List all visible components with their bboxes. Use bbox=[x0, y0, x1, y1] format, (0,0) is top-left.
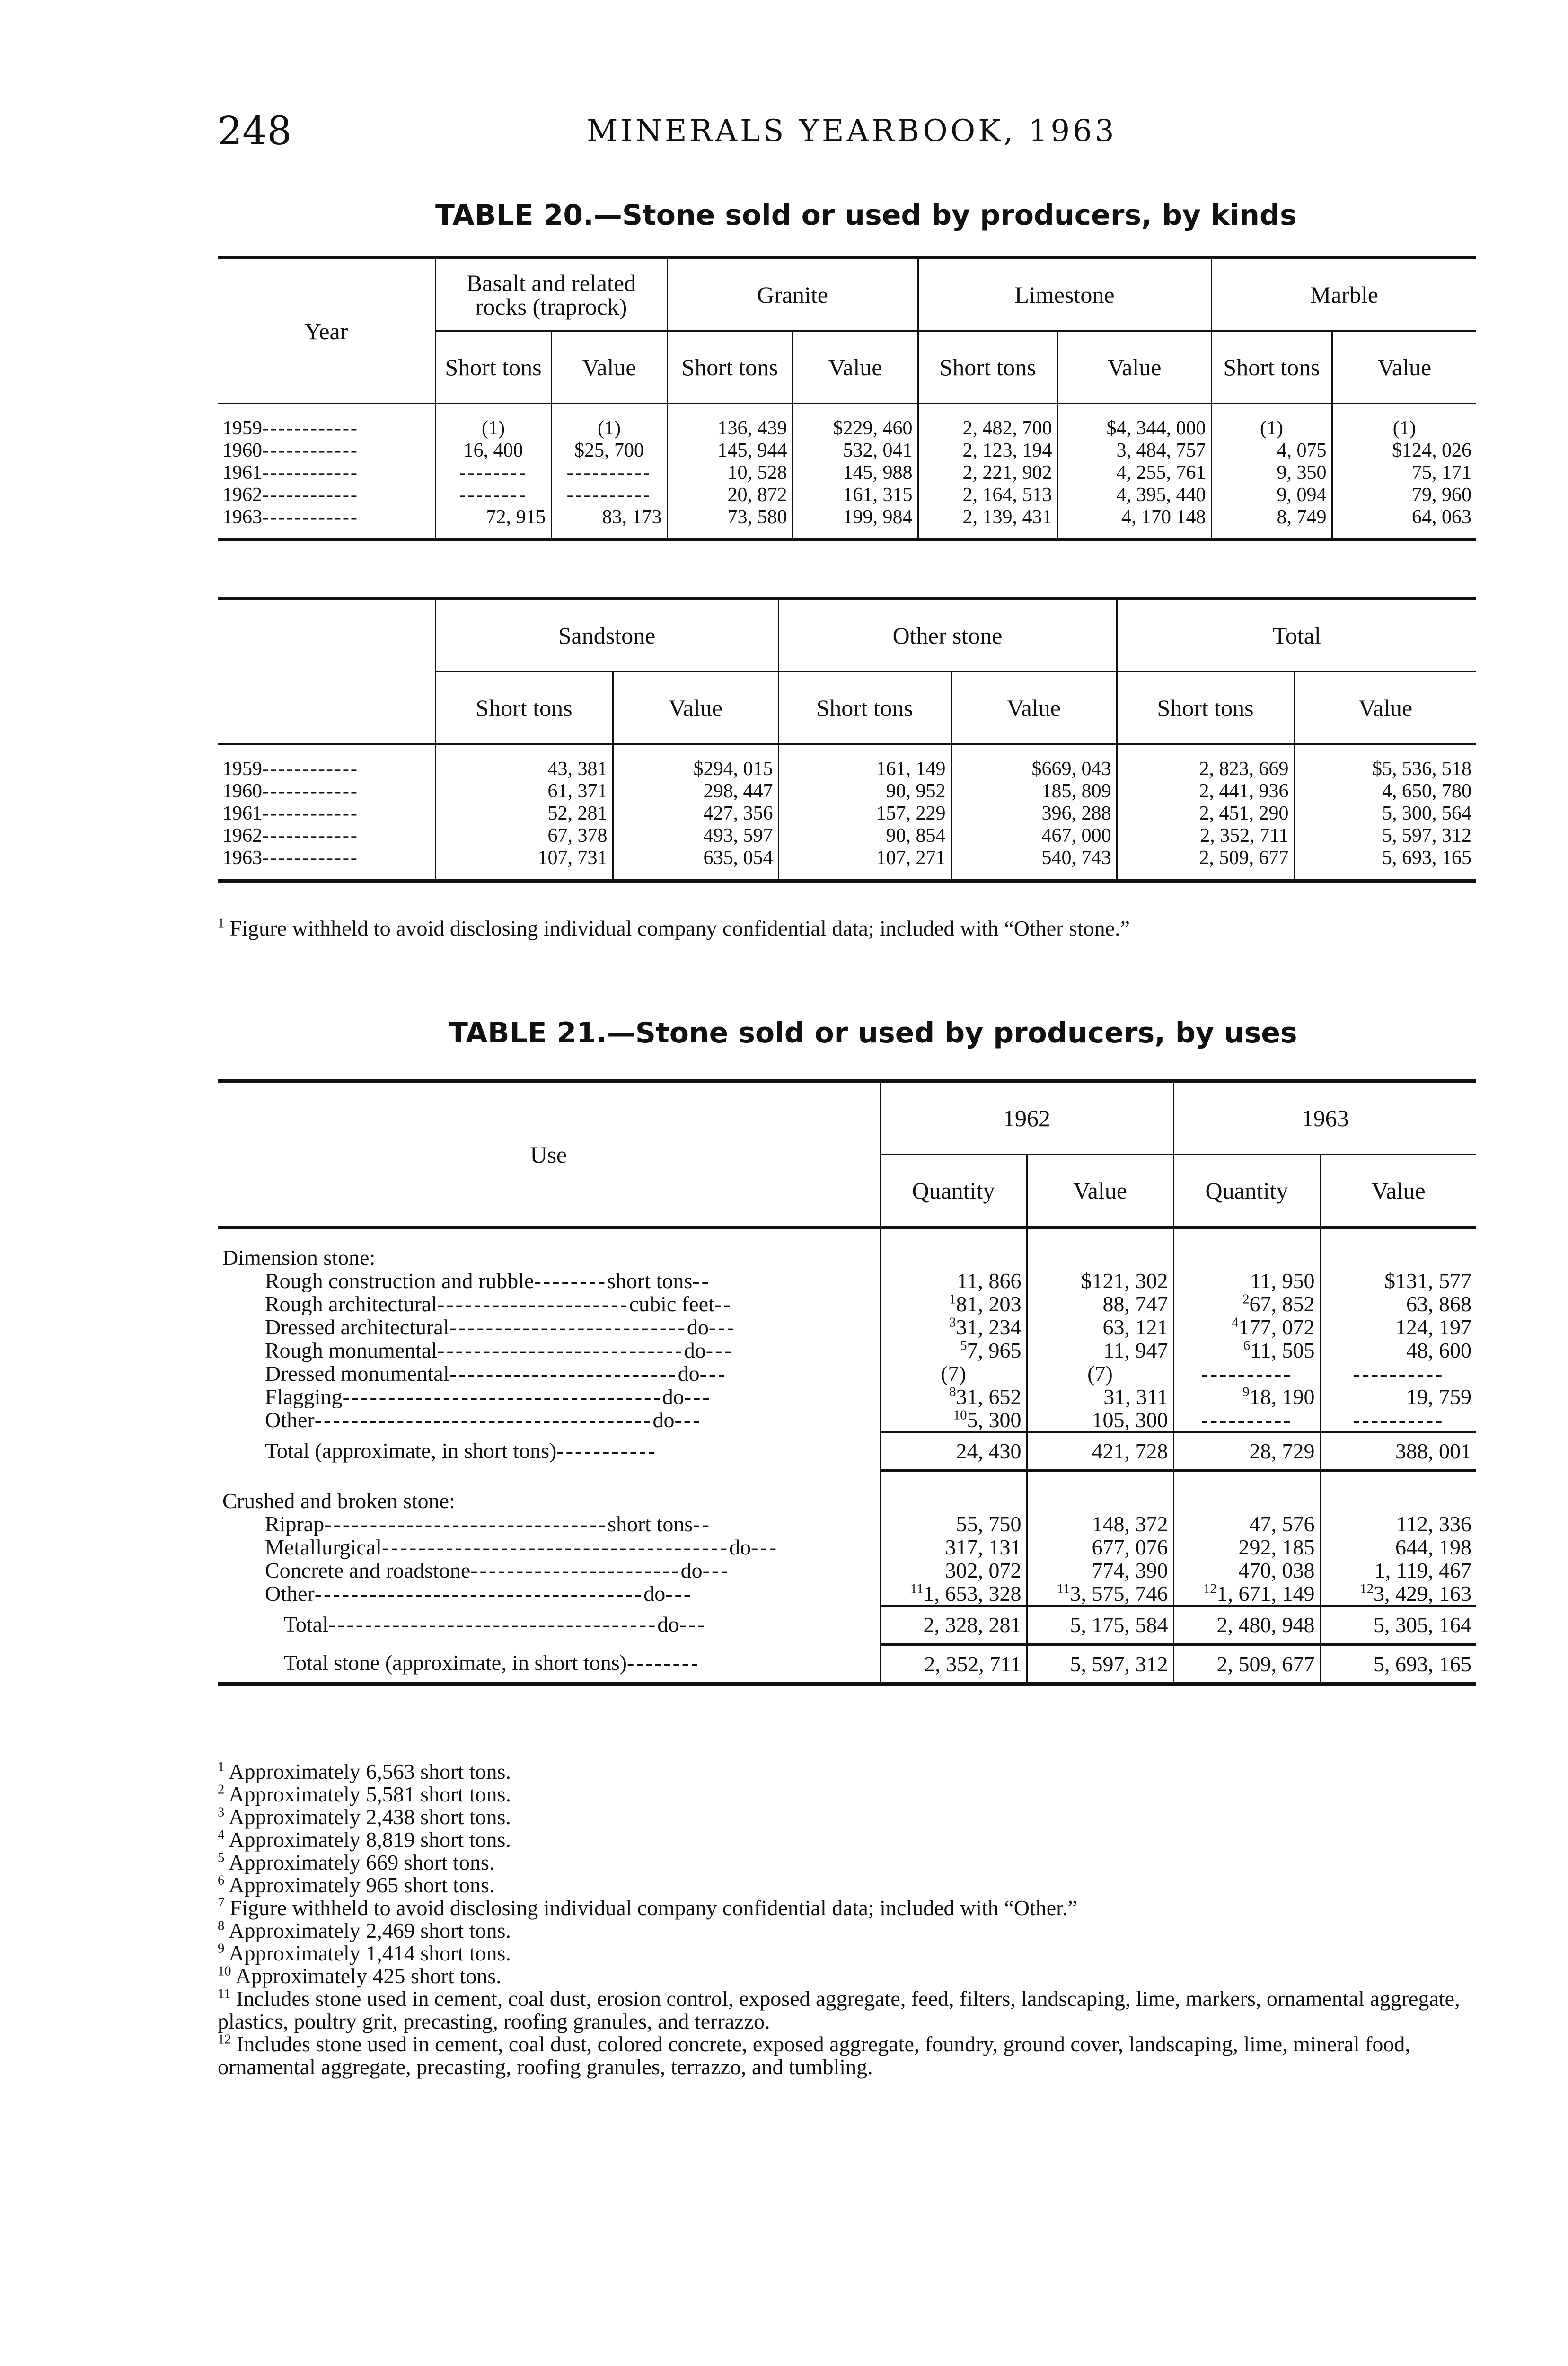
row-label: Rough construction and rubble bbox=[265, 1269, 534, 1292]
data-cell: 4, 395, 440 bbox=[1057, 484, 1211, 506]
footnote: $^{11}$ Includes stone used in cement, coal dust, erosion control, exposed aggregate, feed, filters, landscaping, lime, markers, ornamental aggregate, plastics, poultry grit, precasting, roofing granules, and terrazzo. bbox=[218, 1986, 1460, 2033]
use-header: Use bbox=[218, 1081, 880, 1227]
table-row: 1962------------ -------- ---------- 20, 872 161, 315 2, 164, 513 4, 395, 440 9, 094 79, 960 bbox=[218, 484, 1476, 506]
table-row: Dressed architectural--------------------------do--- $^3$31, 234 63, 121 $^4$177, 072 124, 197 bbox=[218, 1315, 1476, 1339]
table-row: Metallurgical--------------------------------------do--- 317, 131 677, 076 292, 185 644, 198 bbox=[218, 1536, 1476, 1559]
data-cell: 302, 072 bbox=[880, 1559, 1027, 1582]
footnote-ref: 9 bbox=[1242, 1385, 1250, 1400]
table-row: 1963------------ 72, 915 83, 173 73, 580 199, 984 2, 139, 431 4, 170 148 8, 749 64, 063 bbox=[218, 506, 1476, 539]
footnote-ref: 10 bbox=[953, 1408, 967, 1423]
row-unit: do bbox=[687, 1315, 709, 1339]
column-header: Quantity bbox=[1173, 1155, 1320, 1228]
data-cell: 73, 580 bbox=[667, 506, 793, 539]
data-cell: 5, 597, 312 bbox=[1294, 825, 1476, 847]
data-cell: $124, 026 bbox=[1332, 440, 1476, 462]
row-label: Flagging bbox=[265, 1385, 343, 1408]
footnote-ref: 4 bbox=[1232, 1315, 1239, 1330]
data-cell: 124, 197 bbox=[1320, 1315, 1476, 1339]
year-cell: 1961 bbox=[222, 462, 262, 484]
footnote: $^3$ Approximately 2,438 short tons. bbox=[218, 1805, 511, 1829]
data-cell: 47, 576 bbox=[1173, 1512, 1320, 1536]
data-cell: (1) bbox=[435, 404, 551, 440]
group-header: Granite bbox=[667, 257, 918, 331]
data-cell: 9, 350 bbox=[1211, 462, 1332, 484]
column-header: Short tons bbox=[778, 672, 951, 744]
data-cell: 5, 597, 312 bbox=[1027, 1644, 1173, 1684]
data-cell: 145, 944 bbox=[667, 440, 793, 462]
row-unit: do bbox=[643, 1582, 666, 1606]
data-cell: $229, 460 bbox=[793, 404, 918, 440]
grand-total-row: Total stone (approximate, in short tons)-------- 2, 352, 711 5, 597, 312 2, 509, 677 5, 693, 165 bbox=[218, 1644, 1476, 1684]
data-cell: 2, 451, 290 bbox=[1117, 803, 1294, 825]
row-unit: short tons bbox=[608, 1512, 693, 1536]
table-20-part2-body bbox=[218, 744, 1476, 881]
data-cell: 112, 336 bbox=[1320, 1512, 1476, 1536]
section-heading-row bbox=[218, 1246, 1476, 1269]
column-header: Value bbox=[1320, 1155, 1476, 1228]
section-heading: Crushed and broken stone: bbox=[222, 1489, 455, 1512]
data-cell: 532, 041 bbox=[793, 440, 918, 462]
row-label: Other bbox=[265, 1408, 315, 1432]
running-title: MINERALS YEARBOOK, 1963 bbox=[587, 114, 1117, 149]
data-cell: 2, 164, 513 bbox=[918, 484, 1057, 506]
group-header: Marble bbox=[1211, 257, 1476, 331]
footnote-text: Approximately 2,438 short tons. bbox=[229, 1805, 511, 1829]
data-cell: $5, 536, 518 bbox=[1294, 744, 1476, 781]
data-cell: ---------- bbox=[551, 484, 667, 506]
footnote-text: Approximately 2,469 short tons. bbox=[229, 1918, 511, 1942]
group-header: Basalt and related rocks (traprock) bbox=[435, 257, 667, 331]
row-unit: do bbox=[678, 1362, 700, 1385]
footnote-text: Includes stone used in cement, coal dust, colored concrete, exposed aggregate, foundry, ground cover, landscaping, lime, mineral food, ornamental aggregate, precasting, roofing granules, terrazzo, and tumbling. bbox=[218, 2032, 1410, 2079]
group-header: Sandstone bbox=[435, 599, 778, 672]
data-cell: 107, 271 bbox=[778, 847, 951, 881]
table-row: Other------------------------------------do--- $^{11}$1, 653, 328 $^{11}$3, 575, 746 $^{12}$1, 671, 149 $^{12}$3, 429, 163 bbox=[218, 1582, 1476, 1606]
data-cell: 11, 947 bbox=[1027, 1339, 1173, 1362]
data-cell: 24, 430 bbox=[880, 1432, 1027, 1471]
data-cell: (7) bbox=[1027, 1362, 1173, 1385]
data-cell: 2, 482, 700 bbox=[918, 404, 1057, 440]
data-cell: 145, 988 bbox=[793, 462, 918, 484]
column-header: Value bbox=[551, 331, 667, 404]
data-cell: $4, 344, 000 bbox=[1057, 404, 1211, 440]
data-cell: 2, 480, 948 bbox=[1173, 1606, 1320, 1645]
footnote-ref: 11 bbox=[1057, 1581, 1070, 1597]
year-header-1963: 1963 bbox=[1173, 1081, 1476, 1155]
table-row: 1959------------ 43, 381 $294, 015 161, 149 $669, 043 2, 823, 669 $5, 536, 518 bbox=[218, 744, 1476, 781]
table-row: Dressed monumental-------------------------do--- (7) (7) ---------- ---------- bbox=[218, 1362, 1476, 1385]
data-cell: (1) bbox=[1332, 404, 1476, 440]
year-cell: 1962 bbox=[222, 484, 262, 506]
page-number: 248 bbox=[218, 109, 292, 154]
footnote: $^4$ Approximately 8,819 short tons. bbox=[218, 1827, 511, 1852]
data-cell: ---------- bbox=[1173, 1362, 1320, 1385]
data-cell: 63, 121 bbox=[1027, 1315, 1173, 1339]
data-cell: ---------- bbox=[1173, 1408, 1320, 1432]
footnote-ref: 8 bbox=[949, 1385, 956, 1400]
data-cell: $121, 302 bbox=[1027, 1269, 1173, 1292]
data-cell: 161, 315 bbox=[793, 484, 918, 506]
data-cell: 1, 119, 467 bbox=[1320, 1559, 1476, 1582]
table-row: Flagging-----------------------------------do--- $^8$31, 652 31, 311 $^9$18, 190 19, 759 bbox=[218, 1385, 1476, 1408]
data-cell: 677, 076 bbox=[1027, 1536, 1173, 1559]
row-label: Dressed architectural bbox=[265, 1315, 449, 1339]
footnote-ref: 12 bbox=[1203, 1581, 1217, 1597]
data-cell: 19, 759 bbox=[1320, 1385, 1476, 1408]
data-cell: 52, 281 bbox=[435, 803, 613, 825]
data-cell: 75, 171 bbox=[1332, 462, 1476, 484]
data-cell: 2, 123, 194 bbox=[918, 440, 1057, 462]
table-20-footnote bbox=[218, 916, 1495, 941]
data-cell: ---------- bbox=[1320, 1408, 1476, 1432]
table-row: 1959------------ (1) (1) 136, 439 $229, 460 2, 482, 700 $4, 344, 000 (1) (1) bbox=[218, 404, 1476, 440]
column-header: Quantity bbox=[880, 1155, 1027, 1228]
table-row: Rough construction and rubble--------short tons-- 11, 866 $121, 302 11, 950 $131, 577 bbox=[218, 1269, 1476, 1292]
table-row: 1961------------ -------- ---------- 10, 528 145, 988 2, 221, 902 4, 255, 761 9, 350 75, 171 bbox=[218, 462, 1476, 484]
data-cell: 31, 234 bbox=[956, 1315, 1022, 1339]
data-cell: -------- bbox=[435, 462, 551, 484]
table-20-part1-body bbox=[218, 404, 1476, 540]
table-20-caption: TABLE 20.—Stone sold or used by producers, by kinds bbox=[435, 199, 1297, 232]
table-20-kinds-part1 bbox=[218, 256, 1476, 541]
row-label: Total stone (approximate, in short tons) bbox=[284, 1651, 627, 1675]
table-row: 1960------------ 61, 371 298, 447 90, 952 185, 809 2, 441, 936 4, 650, 780 bbox=[218, 780, 1476, 803]
section-heading: Dimension stone: bbox=[222, 1246, 376, 1269]
data-cell: 2, 328, 281 bbox=[880, 1606, 1027, 1645]
data-cell: 16, 400 bbox=[435, 440, 551, 462]
data-cell: 5, 300, 564 bbox=[1294, 803, 1476, 825]
data-cell: 5, 693, 165 bbox=[1320, 1644, 1476, 1684]
data-cell: 72, 915 bbox=[435, 506, 551, 539]
data-cell: 1, 653, 328 bbox=[923, 1581, 1022, 1606]
data-cell: 2, 139, 431 bbox=[918, 506, 1057, 539]
section-heading-row bbox=[218, 1489, 1476, 1512]
data-cell: 317, 131 bbox=[880, 1536, 1027, 1559]
table-21-caption: TABLE 21.—Stone sold or used by producers, by uses bbox=[449, 1016, 1297, 1050]
data-cell: -------- bbox=[435, 484, 551, 506]
column-header: Short tons bbox=[667, 331, 793, 404]
footnote-ref: 1 bbox=[949, 1292, 956, 1307]
data-cell: 20, 872 bbox=[667, 484, 793, 506]
data-cell: 90, 854 bbox=[778, 825, 951, 847]
data-cell: 28, 729 bbox=[1173, 1432, 1320, 1471]
group-header: Limestone bbox=[918, 257, 1211, 331]
row-unit: do bbox=[729, 1536, 751, 1559]
data-cell: $131, 577 bbox=[1320, 1269, 1476, 1292]
data-cell: 31, 311 bbox=[1027, 1385, 1173, 1408]
data-cell: 2, 221, 902 bbox=[918, 462, 1057, 484]
footnote-text: Approximately 6,563 short tons. bbox=[229, 1759, 511, 1783]
column-header: Value bbox=[1027, 1155, 1173, 1228]
footnote-text: Includes stone used in cement, coal dust, erosion control, exposed aggregate, feed, filters, landscaping, lime, markers, ornamental aggregate, plastics, poultry grit, precasting, roofing granules, and terrazzo. bbox=[218, 1986, 1460, 2033]
data-cell: (7) bbox=[880, 1362, 1027, 1385]
data-cell: 11, 866 bbox=[880, 1269, 1027, 1292]
row-unit: do bbox=[652, 1408, 675, 1432]
data-cell: 3, 484, 757 bbox=[1057, 440, 1211, 462]
data-cell: 18, 190 bbox=[1249, 1385, 1315, 1409]
table-row: Concrete and roadstone-----------------------do--- 302, 072 774, 390 470, 038 1, 119, 467 bbox=[218, 1559, 1476, 1582]
data-cell: 2, 352, 711 bbox=[1117, 825, 1294, 847]
row-label: Other bbox=[265, 1582, 315, 1606]
column-header: Short tons bbox=[1211, 331, 1332, 404]
data-cell: (1) bbox=[551, 404, 667, 440]
footnote-ref: 6 bbox=[1243, 1338, 1251, 1353]
data-cell: 67, 852 bbox=[1249, 1292, 1315, 1316]
data-cell: 7, 965 bbox=[967, 1338, 1022, 1362]
data-cell: 136, 439 bbox=[667, 404, 793, 440]
data-cell: 2, 823, 669 bbox=[1117, 744, 1294, 781]
row-label: Riprap bbox=[265, 1512, 325, 1536]
data-cell: 5, 175, 584 bbox=[1027, 1606, 1173, 1645]
data-cell: 107, 731 bbox=[435, 847, 613, 881]
data-cell: 4, 075 bbox=[1211, 440, 1332, 462]
data-cell: ---------- bbox=[551, 462, 667, 484]
footnote-text: Approximately 5,581 short tons. bbox=[229, 1782, 511, 1806]
data-cell: 83, 173 bbox=[551, 506, 667, 539]
data-cell: 67, 378 bbox=[435, 825, 613, 847]
data-cell: 470, 038 bbox=[1173, 1559, 1320, 1582]
data-cell: 185, 809 bbox=[951, 780, 1117, 803]
year-cell: 1963 bbox=[222, 506, 262, 528]
footnote-text: Approximately 1,414 short tons. bbox=[229, 1941, 511, 1965]
data-cell: 467, 000 bbox=[951, 825, 1117, 847]
table-21-footnotes bbox=[218, 1760, 1486, 2078]
year-header: Year bbox=[218, 257, 435, 404]
row-label: Total bbox=[284, 1612, 328, 1636]
footnote-ref: 5 bbox=[960, 1338, 967, 1353]
footnote-ref: 11 bbox=[910, 1581, 924, 1597]
data-cell: 2, 509, 677 bbox=[1117, 847, 1294, 881]
data-cell: $25, 700 bbox=[551, 440, 667, 462]
row-label: Metallurgical bbox=[265, 1536, 382, 1559]
footnote: $^2$ Approximately 5,581 short tons. bbox=[218, 1782, 511, 1806]
footnote: $^7$ Figure withheld to avoid disclosing individual company confidential data; included with “Other.” bbox=[218, 1896, 1077, 1920]
data-cell: 88, 747 bbox=[1027, 1292, 1173, 1315]
data-cell: 2, 352, 711 bbox=[880, 1644, 1027, 1684]
row-unit: short tons bbox=[607, 1269, 693, 1292]
data-cell: 11, 505 bbox=[1250, 1338, 1315, 1362]
data-cell: 396, 288 bbox=[951, 803, 1117, 825]
row-label: Concrete and roadstone bbox=[265, 1559, 471, 1582]
footnote-text: Figure withheld to avoid disclosing individual company confidential data; included with “Other stone.” bbox=[229, 916, 1130, 940]
table-21-body bbox=[218, 1227, 1476, 1684]
column-header: Short tons bbox=[435, 331, 551, 404]
data-cell: 64, 063 bbox=[1332, 506, 1476, 539]
year-cell: 1962 bbox=[222, 825, 262, 847]
column-header: Value bbox=[1294, 672, 1476, 744]
row-unit: do bbox=[662, 1385, 684, 1408]
column-header: Value bbox=[1332, 331, 1476, 404]
column-header: Short tons bbox=[1117, 672, 1294, 744]
column-header: Value bbox=[613, 672, 778, 744]
row-unit: do bbox=[680, 1559, 703, 1582]
table-row: 1960------------ 16, 400 $25, 700 145, 944 532, 041 2, 123, 194 3, 484, 757 4, 075 $124, 026 bbox=[218, 440, 1476, 462]
data-cell: 1, 671, 149 bbox=[1216, 1581, 1315, 1606]
data-cell: 4, 255, 761 bbox=[1057, 462, 1211, 484]
data-cell: 644, 198 bbox=[1320, 1536, 1476, 1559]
footnote: $^8$ Approximately 2,469 short tons. bbox=[218, 1918, 511, 1942]
data-cell: 61, 371 bbox=[435, 780, 613, 803]
data-cell: 11, 950 bbox=[1173, 1269, 1320, 1292]
column-header: Short tons bbox=[918, 331, 1057, 404]
footnote-ref: 2 bbox=[1242, 1292, 1250, 1307]
data-cell: 298, 447 bbox=[613, 780, 778, 803]
footnote-text: Approximately 425 short tons. bbox=[235, 1964, 502, 1988]
data-cell: 4, 650, 780 bbox=[1294, 780, 1476, 803]
data-cell: ---------- bbox=[1320, 1362, 1476, 1385]
data-cell: 9, 094 bbox=[1211, 484, 1332, 506]
footnote: $^5$ Approximately 669 short tons. bbox=[218, 1850, 495, 1874]
group-header: Total bbox=[1117, 599, 1476, 672]
data-cell: 3, 429, 163 bbox=[1374, 1581, 1471, 1606]
data-cell: $294, 015 bbox=[613, 744, 778, 781]
data-cell: 157, 229 bbox=[778, 803, 951, 825]
row-label: Rough architectural bbox=[265, 1292, 438, 1315]
data-cell: 90, 952 bbox=[778, 780, 951, 803]
data-cell: 4, 170 148 bbox=[1057, 506, 1211, 539]
row-unit: cubic feet bbox=[629, 1292, 714, 1315]
total-row: Total (approximate, in short tons)----------- 24, 430 421, 728 28, 729 388, 001 bbox=[218, 1432, 1476, 1471]
data-cell: 292, 185 bbox=[1173, 1536, 1320, 1559]
row-unit: do bbox=[684, 1339, 706, 1362]
footnote-ref: 12 bbox=[1360, 1581, 1374, 1597]
footnote-ref: 3 bbox=[949, 1315, 956, 1330]
data-cell: 8, 749 bbox=[1211, 506, 1332, 539]
footnote-text: Approximately 669 short tons. bbox=[229, 1850, 495, 1874]
column-header: Value bbox=[1057, 331, 1211, 404]
data-cell: 148, 372 bbox=[1027, 1512, 1173, 1536]
footnote: $^9$ Approximately 1,414 short tons. bbox=[218, 1941, 511, 1965]
data-cell: 635, 054 bbox=[613, 847, 778, 881]
footnote: $^1$ Approximately 6,563 short tons. bbox=[218, 1759, 511, 1783]
data-cell: 177, 072 bbox=[1238, 1315, 1315, 1339]
data-cell: 31, 652 bbox=[956, 1385, 1022, 1409]
group-header: Other stone bbox=[778, 599, 1117, 672]
footnote: $^6$ Approximately 965 short tons. bbox=[218, 1873, 495, 1897]
data-cell: 105, 300 bbox=[1027, 1408, 1173, 1432]
data-cell: 421, 728 bbox=[1027, 1432, 1173, 1471]
data-cell: 10, 528 bbox=[667, 462, 793, 484]
page-header bbox=[218, 109, 1495, 161]
row-label: Total (approximate, in short tons) bbox=[265, 1438, 557, 1463]
table-row: Other-------------------------------------do--- $^{10}$5, 300 105, 300 ---------- ---------- bbox=[218, 1408, 1476, 1432]
table-row: Riprap-------------------------------short tons-- 55, 750 148, 372 47, 576 112, 336 bbox=[218, 1512, 1476, 1536]
year-cell: 1961 bbox=[222, 803, 262, 824]
data-cell: 2, 441, 936 bbox=[1117, 780, 1294, 803]
year-cell: 1960 bbox=[222, 440, 262, 461]
column-header: Value bbox=[951, 672, 1117, 744]
year-cell: 1959 bbox=[222, 417, 262, 439]
footnote-marker: 1 bbox=[218, 916, 225, 931]
footnote-text: Approximately 965 short tons. bbox=[229, 1873, 495, 1897]
data-cell: $669, 043 bbox=[951, 744, 1117, 781]
data-cell: 774, 390 bbox=[1027, 1559, 1173, 1582]
data-cell: 427, 356 bbox=[613, 803, 778, 825]
row-label: Dressed monumental bbox=[265, 1362, 449, 1385]
year-cell: 1960 bbox=[222, 780, 262, 802]
data-cell: 161, 149 bbox=[778, 744, 951, 781]
data-cell: 48, 600 bbox=[1320, 1339, 1476, 1362]
data-cell: 81, 203 bbox=[956, 1292, 1022, 1316]
table-row: 1961------------ 52, 281 427, 356 157, 229 396, 288 2, 451, 290 5, 300, 564 bbox=[218, 803, 1476, 825]
table-row: Rough monumental---------------------------do--- $^5$7, 965 11, 947 $^6$11, 505 48, 600 bbox=[218, 1339, 1476, 1362]
data-cell: 493, 597 bbox=[613, 825, 778, 847]
data-cell: 199, 984 bbox=[793, 506, 918, 539]
table-row: Rough architectural---------------------cubic feet-- $^1$81, 203 88, 747 $^2$67, 852 63, 868 bbox=[218, 1292, 1476, 1315]
row-unit: do bbox=[657, 1612, 679, 1636]
data-cell: 2, 509, 677 bbox=[1173, 1644, 1320, 1684]
data-cell: 540, 743 bbox=[951, 847, 1117, 881]
data-cell: 5, 693, 165 bbox=[1294, 847, 1476, 881]
year-cell: 1959 bbox=[222, 758, 262, 780]
data-cell: 3, 575, 746 bbox=[1070, 1581, 1168, 1606]
year-header-1962: 1962 bbox=[880, 1081, 1173, 1155]
column-header: Value bbox=[793, 331, 918, 404]
data-cell: 388, 001 bbox=[1320, 1432, 1476, 1471]
table-row: 1963------------ 107, 731 635, 054 107, 271 540, 743 2, 509, 677 5, 693, 165 bbox=[218, 847, 1476, 881]
footnote: $^{12}$ Includes stone used in cement, coal dust, colored concrete, exposed aggregate, foundry, ground cover, landscaping, lime, mineral food, ornamental aggregate, precasting, roofing granules, terrazzo, and tumbling. bbox=[218, 2032, 1410, 2079]
table-20-kinds-part2 bbox=[218, 597, 1476, 883]
data-cell: 79, 960 bbox=[1332, 484, 1476, 506]
data-cell: 55, 750 bbox=[880, 1512, 1027, 1536]
footnote: $^{10}$ Approximately 425 short tons. bbox=[218, 1964, 502, 1988]
data-cell: 5, 300 bbox=[967, 1408, 1022, 1432]
data-cell: 63, 868 bbox=[1320, 1292, 1476, 1315]
data-cell: 5, 305, 164 bbox=[1320, 1606, 1476, 1645]
total-row: Total------------------------------------do--- 2, 328, 281 5, 175, 584 2, 480, 948 5, 305, 164 bbox=[218, 1606, 1476, 1645]
row-label: Rough monumental bbox=[265, 1339, 438, 1362]
data-cell: 43, 381 bbox=[435, 744, 613, 781]
footnote-text: Approximately 8,819 short tons. bbox=[229, 1827, 511, 1852]
year-cell: 1963 bbox=[222, 847, 262, 869]
table-21-uses bbox=[218, 1079, 1476, 1686]
table-row: 1962------------ 67, 378 493, 597 90, 854 467, 000 2, 352, 711 5, 597, 312 bbox=[218, 825, 1476, 847]
column-header: Short tons bbox=[435, 672, 613, 744]
data-cell: (1) bbox=[1211, 404, 1332, 440]
footnote-text: Figure withheld to avoid disclosing individual company confidential data; included with “Other.” bbox=[229, 1896, 1077, 1920]
